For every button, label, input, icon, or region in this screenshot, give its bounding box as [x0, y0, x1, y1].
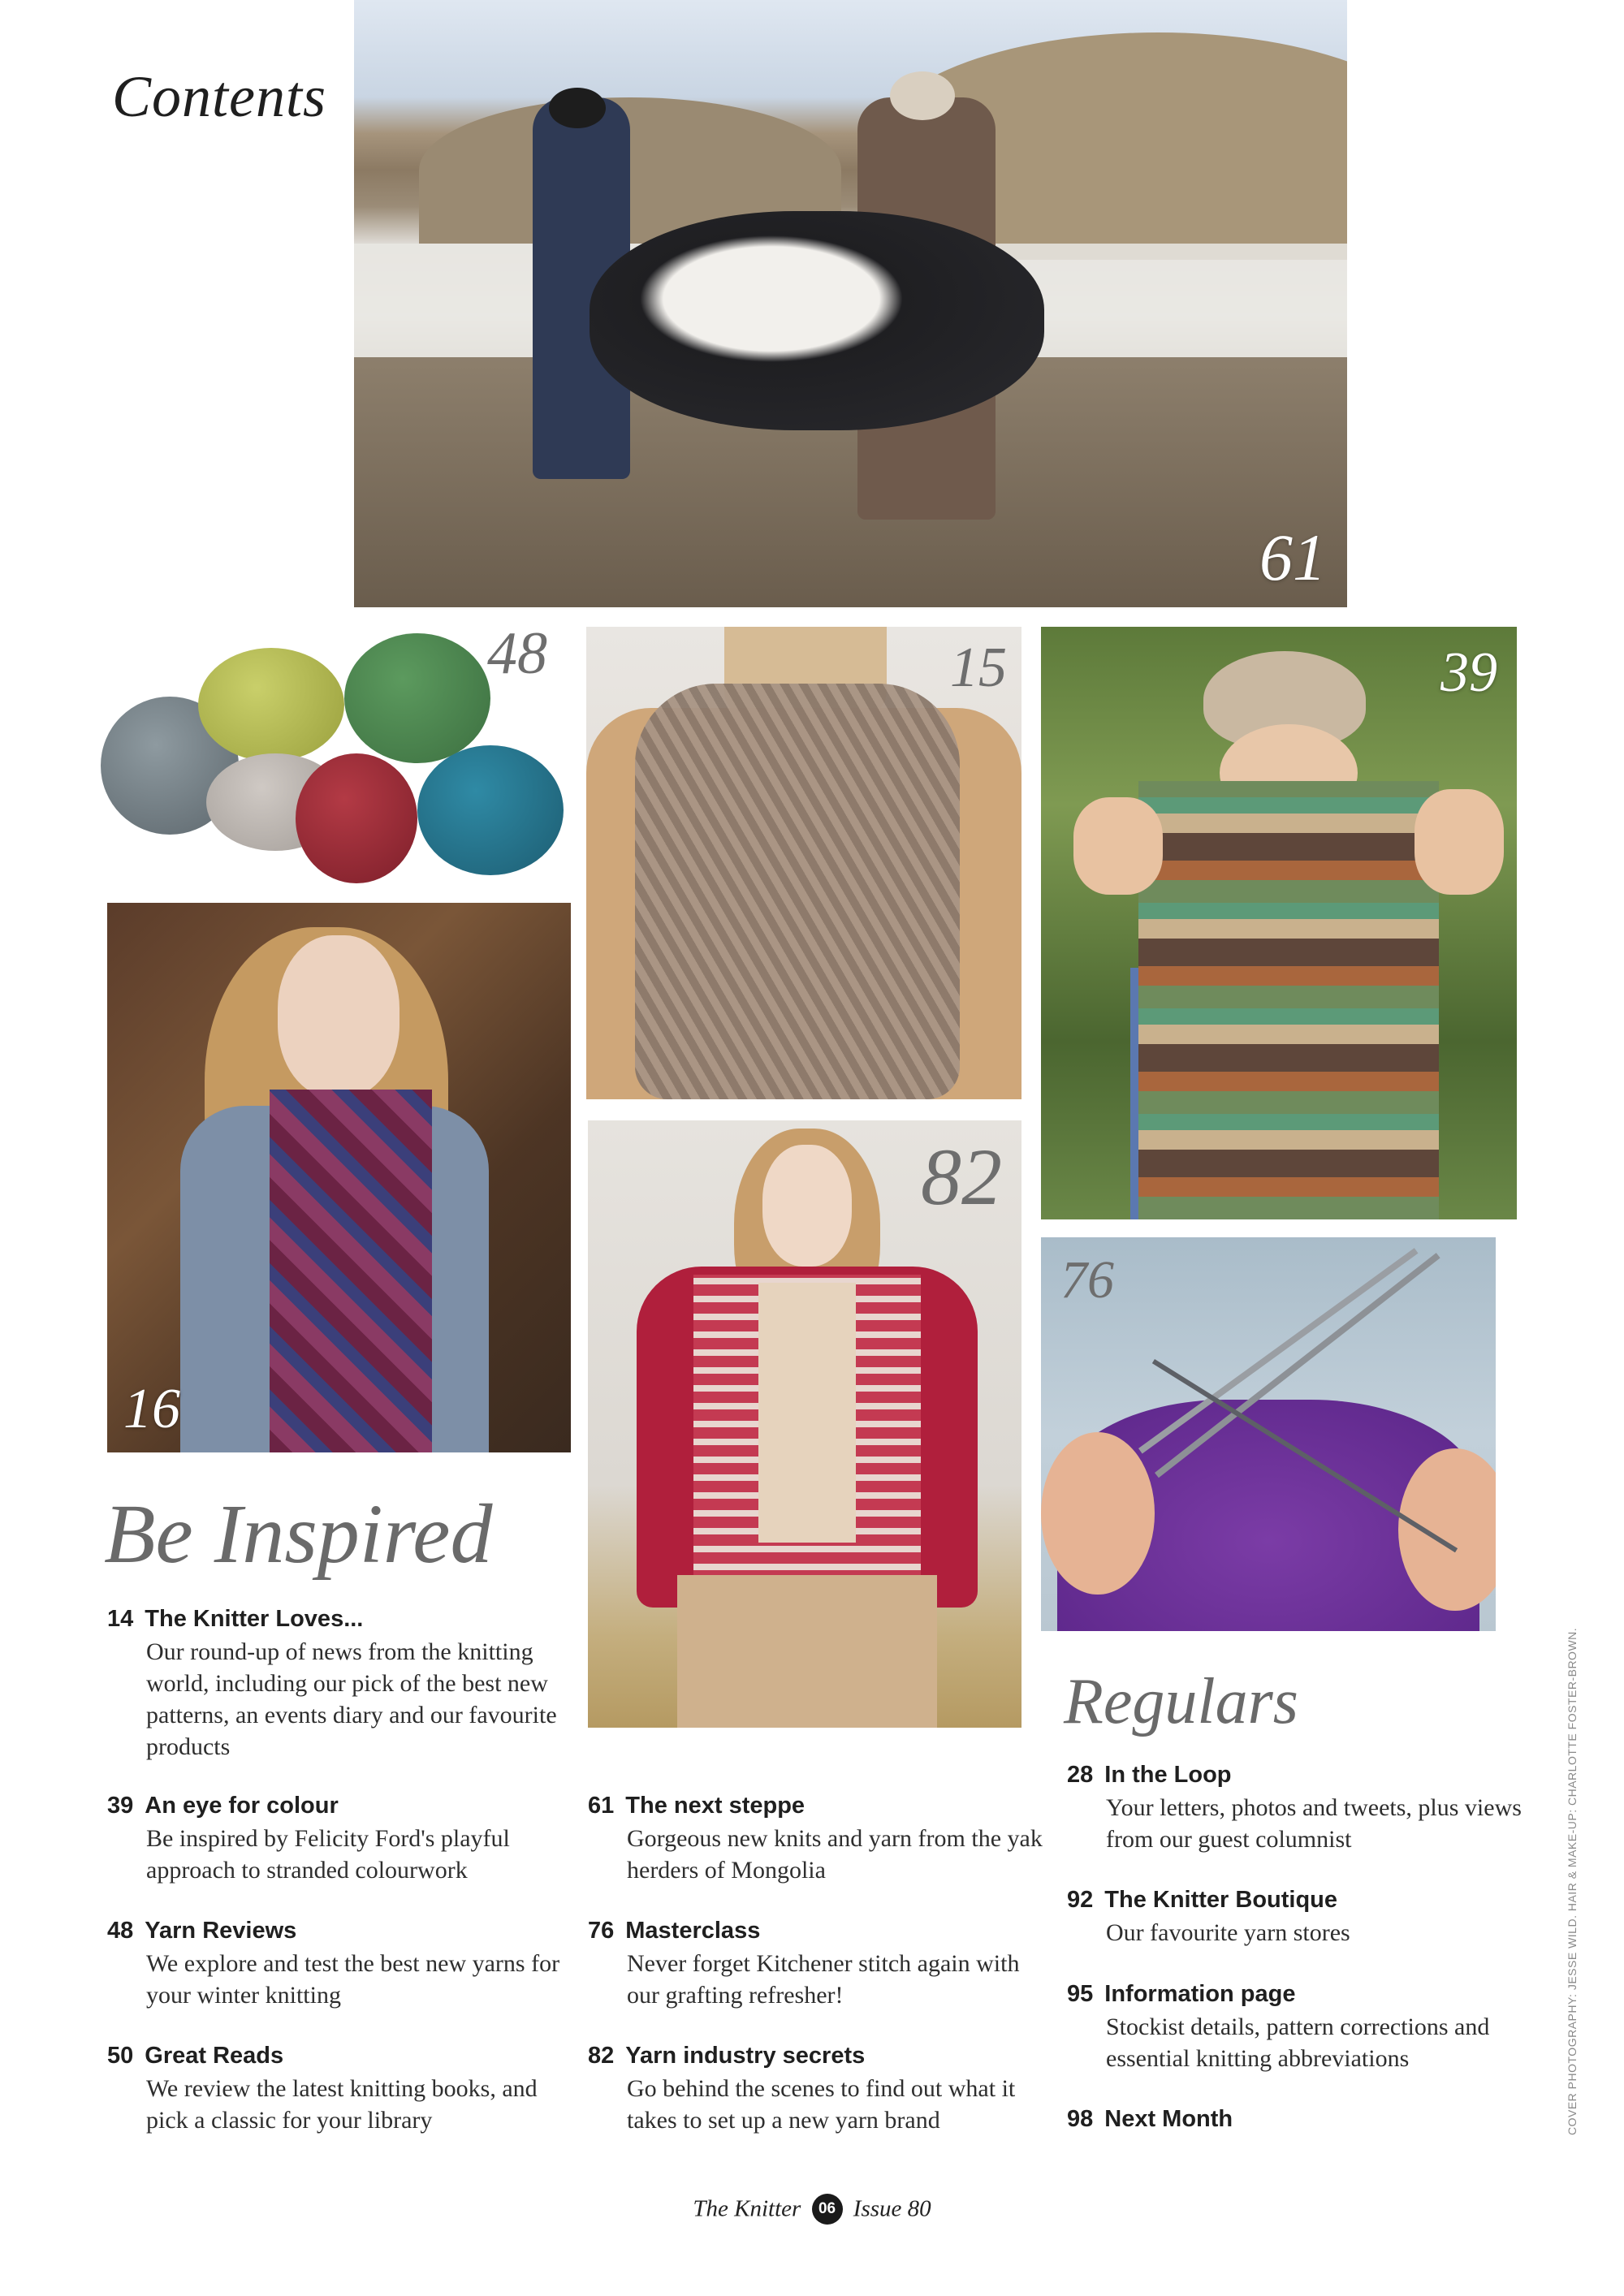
toc-entry[interactable]	[107, 2043, 562, 2136]
toc-entry-title: Next Month	[1104, 2106, 1233, 2132]
issue-number: Issue 80	[853, 2195, 931, 2222]
toc-entry-description: We explore and test the best new yarns for your winter knitting	[146, 1950, 560, 2009]
toc-page-number: 28	[1067, 1762, 1094, 1788]
knitting-needles-photo	[1041, 1237, 1496, 1631]
toc-entry[interactable]	[1067, 1762, 1554, 1855]
toc-page-number: 61	[588, 1793, 615, 1819]
be-inspired-heading: Be Inspired	[104, 1487, 493, 1581]
toc-entry-title: The next steppe	[625, 1793, 806, 1819]
toc-entry[interactable]	[1067, 2106, 1554, 2133]
toc-entry[interactable]	[107, 1793, 562, 1886]
photo-credit: COVER PHOTOGRAPHY: JESSE WILD. HAIR & MAKE-UP: CHARLOTTE FOSTER-BROWN.	[1566, 1627, 1579, 2135]
lace-scarf-photo	[586, 627, 1021, 1099]
mongolia-yak-photo	[354, 0, 1347, 607]
toc-entry-title: The Knitter Boutique	[1104, 1887, 1338, 1913]
page-number-15: 15	[950, 637, 1007, 699]
toc-page-number: 95	[1067, 1981, 1094, 2007]
toc-entry-title: Information page	[1104, 1981, 1296, 2007]
toc-entry-description: Never forget Kitchener stitch again with our grafting refresher!	[627, 1950, 1020, 2009]
magazine-name: The Knitter	[693, 2195, 801, 2222]
toc-entry[interactable]	[588, 2043, 1043, 2136]
toc-entry[interactable]	[107, 1606, 562, 1763]
toc-entry[interactable]	[588, 1918, 1043, 2011]
toc-entry[interactable]	[1067, 1981, 1554, 2074]
yarn-balls-photo	[101, 624, 564, 885]
toc-entry-title: Yarn Reviews	[145, 1918, 297, 1944]
woman-shawl-photo	[107, 903, 571, 1452]
toc-page-number: 92	[1067, 1887, 1094, 1913]
page-title: Contents	[112, 64, 327, 129]
toc-entry-title: Yarn industry secrets	[625, 2043, 866, 2069]
page-footer	[0, 2195, 1624, 2226]
page-number-82: 82	[921, 1132, 1002, 1222]
toc-page-number: 76	[588, 1918, 615, 1944]
toc-page-number: 48	[107, 1918, 134, 1944]
toc-page-number: 50	[107, 2043, 134, 2069]
toc-entry[interactable]	[107, 1918, 562, 2011]
toc-page-number: 82	[588, 2043, 615, 2069]
toc-entry-description: Go behind the scenes to find out what it takes to set up a new yarn brand	[627, 2075, 1016, 2134]
toc-entry-title: An eye for colour	[145, 1793, 339, 1819]
page-number-48: 48	[487, 624, 547, 687]
toc-page-number: 98	[1067, 2106, 1094, 2132]
toc-entry-description: Be inspired by Felicity Ford's playful approach to stranded colourwork	[146, 1825, 510, 1884]
page-number-76: 76	[1060, 1250, 1114, 1310]
toc-entry-description: We review the latest knitting books, and pick a classic for your library	[146, 2075, 538, 2134]
cardigan-model-photo	[588, 1120, 1021, 1728]
regulars-heading: Regulars	[1064, 1666, 1298, 1737]
page-number-61: 61	[1259, 520, 1326, 594]
colourwork-knitting-photo	[1041, 627, 1517, 1219]
toc-entry-title: In the Loop	[1104, 1762, 1232, 1788]
toc-entry-title: The Knitter Loves...	[145, 1606, 364, 1632]
toc-entry[interactable]	[588, 1793, 1043, 1886]
toc-page-number: 39	[107, 1793, 134, 1819]
toc-entry-description: Stockist details, pattern corrections and essential knitting abbreviations	[1106, 2013, 1490, 2072]
toc-entry-description: Our round-up of news from the knitting world, including our pick of the best new patterns, an events diary and our favourite products	[146, 1638, 557, 1760]
page-number-39: 39	[1440, 641, 1497, 704]
page-number-16: 16	[123, 1378, 180, 1440]
toc-entry-description: Your letters, photos and tweets, plus views from our guest columnist	[1106, 1794, 1522, 1853]
toc-entry[interactable]	[1067, 1887, 1554, 1949]
page-number-badge: 06	[812, 2194, 843, 2225]
toc-page-number: 14	[107, 1606, 134, 1632]
toc-entry-title: Masterclass	[625, 1918, 761, 1944]
toc-entry-title: Great Reads	[145, 2043, 284, 2069]
toc-entry-description: Our favourite yarn stores	[1106, 1919, 1350, 1946]
toc-entry-description: Gorgeous new knits and yarn from the yak herders of Mongolia	[627, 1825, 1043, 1884]
